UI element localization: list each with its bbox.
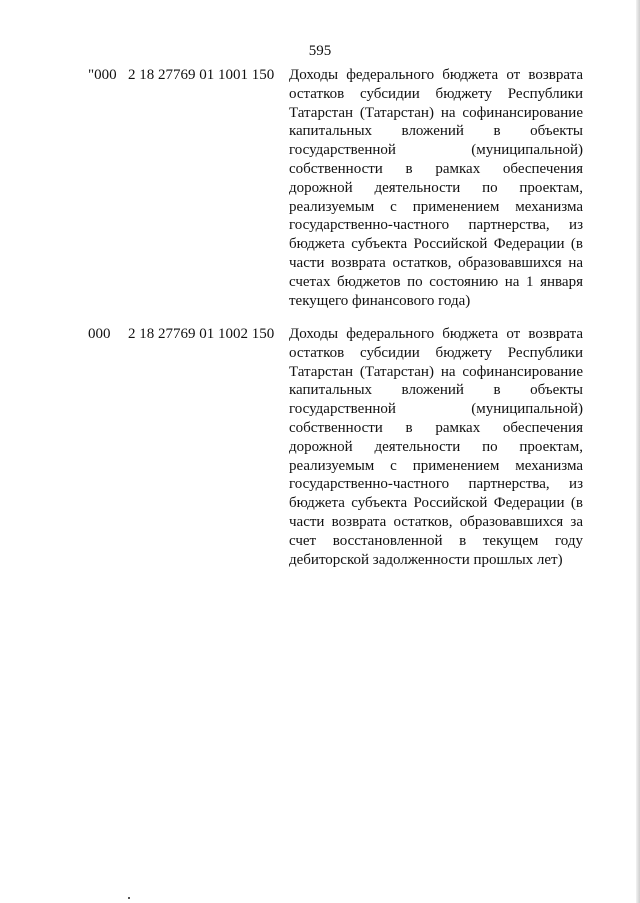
scan-edge-shadow bbox=[636, 0, 640, 903]
budget-classification-code: 2 18 27769 01 1002 150 bbox=[128, 326, 275, 342]
budget-classification-code: 2 18 27769 01 1001 150 bbox=[128, 67, 275, 83]
code-prefix: "000 bbox=[88, 67, 117, 83]
page-number: 595 bbox=[308, 43, 332, 59]
scan-speck bbox=[128, 897, 130, 899]
code-prefix: 000 bbox=[88, 326, 111, 342]
code-description: Доходы федерального бюджета от возврата остатков субсидии бюджету Республики Татарстан (Татарстан) на софинансирование капитальных вложений в объекты государственной (муниципальной) собственности в рамках обеспечения дорожной деятельности по проектам, реализуемым с применением механизма государственно-частного партнерства, из бюджета субъекта Российской Федерации (в части возврата остатков, образовавшихся на счетах бюджетов по состоянию на 1 января текущего финансового года) bbox=[289, 67, 583, 309]
code-description: Доходы федерального бюджета от возврата остатков субсидии бюджету Республики Татарстан (Татарстан) на софинансирование капитальных вложений в объекты государственной (муниципальной) собственности в рамках обеспечения дорожной деятельности по проектам, реализуемым с применением механизма государственно-частного партнерства, из бюджета субъекта Российской Федерации (в части возврата остатков, образовавшихся за счет восстановленной в текущем году дебиторской задолженности прошлых лет) bbox=[289, 326, 583, 568]
